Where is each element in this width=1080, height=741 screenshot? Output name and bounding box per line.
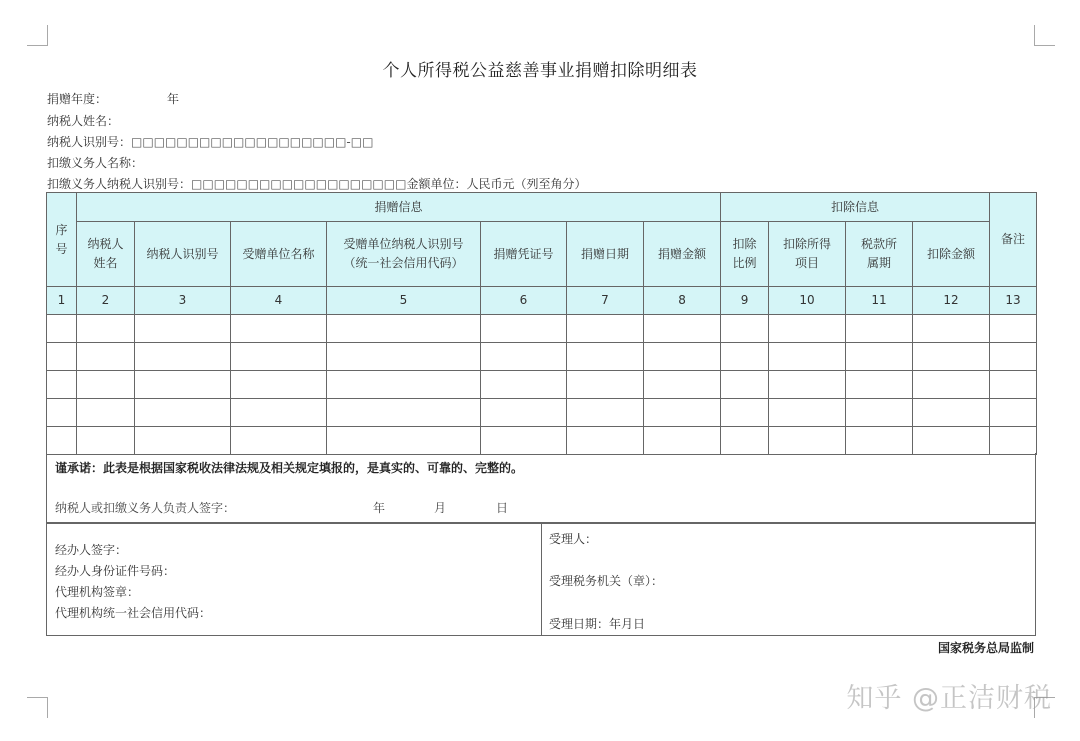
table-cell[interactable] [644,399,721,427]
watermark: 知乎 @正洁财税 [846,683,1052,714]
table-cell[interactable] [135,343,231,371]
table-cell[interactable] [77,343,135,371]
donation-detail-table [46,192,1037,455]
col-number: 6 [481,287,567,315]
table-cell[interactable] [913,315,990,343]
taxpayer-id-boxes: □□□□□□□□□□□□□□□□□□□-□□ [131,135,374,149]
table-cell[interactable] [47,371,77,399]
col-header-taxpayer-id: 纳税人识别号 [135,222,231,287]
table-cell[interactable] [231,371,327,399]
table-cell[interactable] [721,399,769,427]
pledge-section [46,453,1036,523]
table-cell[interactable] [913,399,990,427]
table-cell[interactable] [769,371,846,399]
col-number: 12 [913,287,990,315]
table-cell[interactable] [135,399,231,427]
col-number: 9 [721,287,769,315]
table-row [47,399,1037,427]
withholder-name-row [47,154,143,171]
agency-seal-label: 代理机构签章： [55,585,140,599]
agent-id-label: 经办人身份证件号码： [55,564,176,578]
table-cell[interactable] [769,399,846,427]
signer-label: 纳税人或扣缴义务人负责人签字： [55,501,236,515]
col-number: 5 [327,287,481,315]
table-cell[interactable] [135,371,231,399]
taxpayer-id-label: 纳税人识别号： [47,135,132,149]
col-header-deduction-income: 扣除所得项目 [769,222,846,287]
table-cell[interactable] [47,427,77,455]
agency-code-label: 代理机构统一社会信用代码： [55,606,212,620]
withholder-id-label: 扣缴义务人纳税人识别号： [47,177,192,191]
amount-unit: 金额单位：人民币元（列至角分） [406,177,587,191]
donation-year-row [47,90,179,107]
table-cell[interactable] [231,427,327,455]
table-cell[interactable] [481,399,567,427]
col-number: 2 [77,287,135,315]
table-cell[interactable] [990,427,1037,455]
sign-year: 年 [373,501,386,515]
col-number: 1 [47,287,77,315]
col-header-donation-amount: 捐赠金额 [644,222,721,287]
table-cell[interactable] [846,371,913,399]
col-header-deduction-ratio: 扣除比例 [721,222,769,287]
crop-mark-bottom-left [27,697,48,718]
table-cell[interactable] [77,427,135,455]
table-cell[interactable] [644,371,721,399]
remarks-header: 备注 [990,193,1037,287]
col-header-donation-date: 捐赠日期 [567,222,644,287]
group-donation-header: 捐赠信息 [77,193,721,222]
table-cell[interactable] [721,371,769,399]
table-cell[interactable] [913,371,990,399]
seq-header: 序号 [47,193,77,287]
sign-month: 月 [434,501,447,515]
col-number: 7 [567,287,644,315]
table-cell[interactable] [846,399,913,427]
table-cell[interactable] [644,427,721,455]
table-cell[interactable] [990,343,1037,371]
table-cell[interactable] [990,399,1037,427]
table-cell[interactable] [721,427,769,455]
table-cell[interactable] [481,427,567,455]
table-cell[interactable] [990,315,1037,343]
table-cell[interactable] [481,343,567,371]
withholder-name-label: 扣缴义务人名称： [47,156,144,170]
table-cell[interactable] [231,399,327,427]
col-number: 11 [846,287,913,315]
pledge-statement: 谨承诺：此表是根据国家税收法律法规及相关规定填报的，是真实的、可靠的、完整的。 [55,461,524,475]
table-cell[interactable] [77,399,135,427]
table-cell[interactable] [769,427,846,455]
withholder-id-row [47,175,586,192]
agent-sign-label: 经办人签字： [55,543,128,557]
table-cell[interactable] [644,315,721,343]
form-title: 个人所得税公益慈善事业捐赠扣除明细表 [382,61,698,81]
col-header-voucher-no: 捐赠凭证号 [481,222,567,287]
table-cell[interactable] [644,343,721,371]
table-cell[interactable] [913,427,990,455]
col-number: 3 [135,287,231,315]
col-header-deduction-amount: 扣除金额 [913,222,990,287]
table-row [47,427,1037,455]
table-cell[interactable] [135,315,231,343]
table-cell[interactable] [913,343,990,371]
table-cell[interactable] [846,343,913,371]
tax-office-label: 受理税务机关（章）： [549,574,664,588]
table-row [47,371,1037,399]
table-cell[interactable] [77,315,135,343]
col-header-tax-period: 税款所属期 [846,222,913,287]
taxpayer-name-row [47,112,119,129]
taxpayer-id-row [47,133,373,150]
receive-date-label: 受理日期：年月日 [549,617,646,631]
withholder-id-boxes: □□□□□□□□□□□□□□□□□□□ [191,177,407,191]
receiver-label: 受理人： [549,532,598,546]
table-cell[interactable] [77,371,135,399]
donation-year-label: 捐赠年度： [47,92,108,106]
table-cell[interactable] [327,315,481,343]
table-cell[interactable] [846,427,913,455]
table-cell[interactable] [567,399,644,427]
supervisor-note: 国家税务总局监制 [937,641,1034,655]
table-cell[interactable] [567,343,644,371]
table-cell[interactable] [231,343,327,371]
table-cell[interactable] [481,371,567,399]
table-cell[interactable] [567,315,644,343]
table-cell[interactable] [567,427,644,455]
table-cell[interactable] [327,427,481,455]
table-cell[interactable] [567,371,644,399]
donation-year-unit: 年 [167,92,180,106]
col-number: 13 [990,287,1037,315]
group-deduction-header: 扣除信息 [721,193,990,222]
col-header-recipient-name: 受赠单位名称 [231,222,327,287]
table-row [47,343,1037,371]
table-cell[interactable] [327,371,481,399]
table-cell[interactable] [47,399,77,427]
table-cell[interactable] [769,315,846,343]
table-cell[interactable] [47,343,77,371]
signer-row [55,499,509,516]
table-cell[interactable] [769,343,846,371]
col-number: 8 [644,287,721,315]
col-number: 10 [769,287,846,315]
col-header-recipient-id: 受赠单位纳税人识别号（统一社会信用代码） [327,222,481,287]
table-row [47,315,1037,343]
table-cell[interactable] [327,399,481,427]
crop-mark-top-right [1034,25,1055,46]
table-cell[interactable] [721,315,769,343]
crop-mark-top-left [27,25,48,46]
table-cell[interactable] [481,315,567,343]
table-cell[interactable] [47,315,77,343]
table-cell[interactable] [135,427,231,455]
taxpayer-name-label: 纳税人姓名： [47,114,120,128]
sign-day: 日 [496,501,509,515]
table-cell[interactable] [721,343,769,371]
col-number: 4 [231,287,327,315]
table-cell[interactable] [231,315,327,343]
table-cell[interactable] [990,371,1037,399]
table-cell[interactable] [327,343,481,371]
processing-section [46,523,1036,636]
table-cell[interactable] [846,315,913,343]
col-header-taxpayer-name: 纳税人姓名 [77,222,135,287]
